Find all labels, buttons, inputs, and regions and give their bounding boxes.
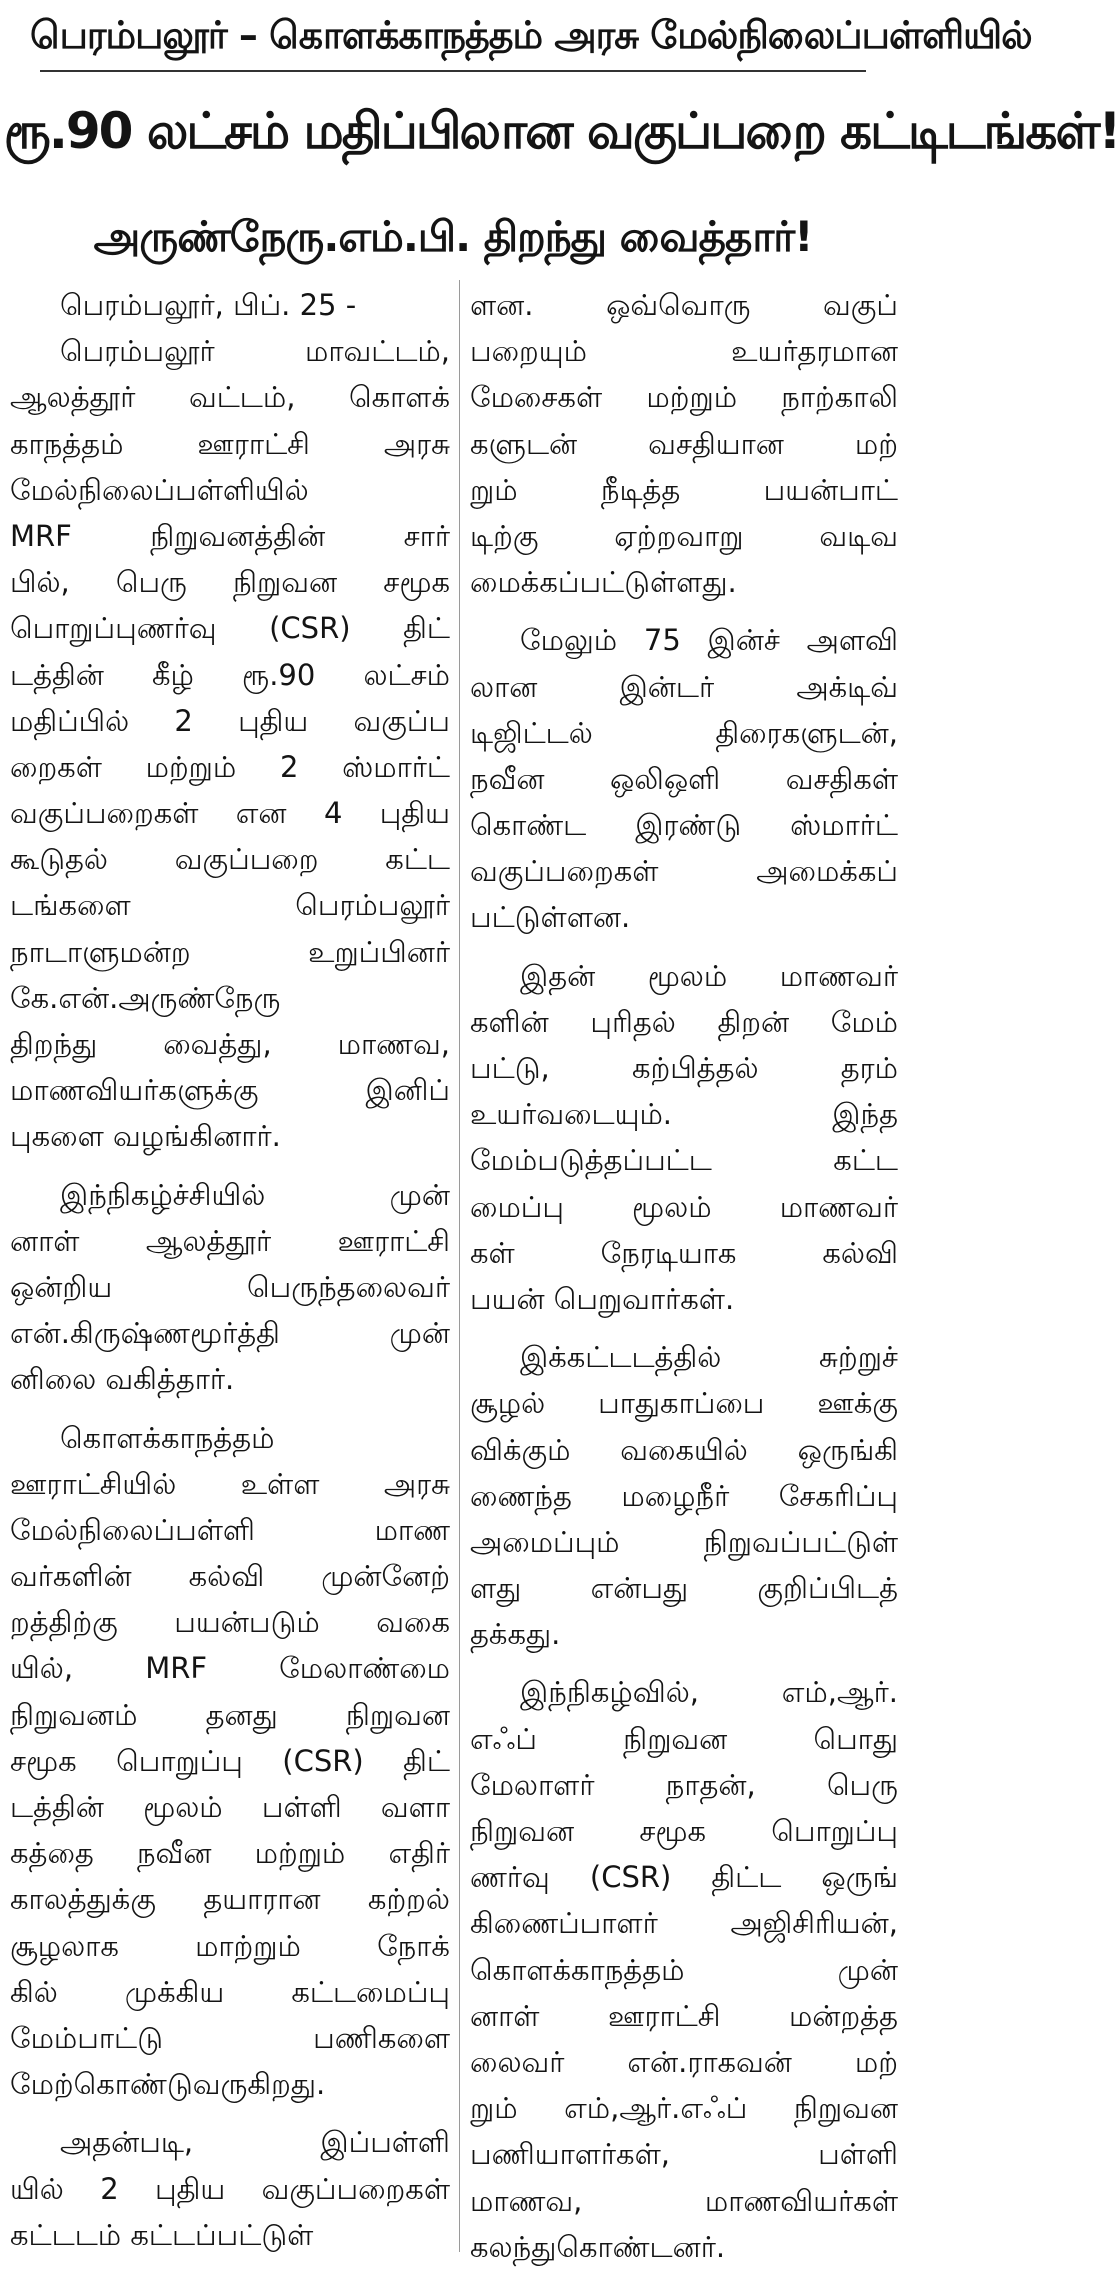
text-line: கூடுதல் வகுப்பறை கட்ட	[10, 842, 450, 877]
text-line: திறந்து வைத்து, மாணவ,	[10, 1027, 450, 1061]
text-line: என்.கிருஷ்ணமூர்த்தி முன்	[10, 1316, 450, 1351]
text-line: ஆலத்தூர் வட்டம், கொளக்	[10, 380, 450, 415]
text-line: காநத்தம் ஊராட்சி அரசு	[10, 426, 450, 461]
text-line: கே.என்.அருண்நேரு	[10, 980, 281, 1015]
text-line: டிற்கு ஏற்றவாறு வடிவ	[470, 518, 898, 553]
text-line: மேல்நிலைப்பள்ளி மாண	[10, 1512, 450, 1547]
column-divider	[459, 280, 460, 2252]
text-line: னாள் ஆலத்தூர் ஊராட்சி	[10, 1223, 450, 1258]
text-line: அமைப்பும் நிறுவப்பட்டுள்	[470, 1524, 898, 1559]
article-paragraph	[470, 1669, 898, 2269]
text-line: பறையும் உயர்தரமான	[470, 334, 898, 369]
article-paragraph	[470, 282, 898, 605]
text-line: னிலை வகித்தார்.	[10, 1362, 235, 1397]
article-paragraph	[470, 617, 898, 940]
text-line: ளது என்பது குறிப்பிடத்	[470, 1571, 898, 1606]
text-line: இந்நிகழ்வில், எம்,ஆர்.	[520, 1675, 898, 1710]
article-paragraph	[10, 2119, 450, 2258]
right-column-paragraphs	[470, 282, 898, 2270]
text-line: லைவர் என்.ராகவன் மற்	[470, 2044, 898, 2079]
article-paragraph	[10, 1172, 450, 1403]
text-line: மேம்படுத்தப்பட்ட கட்ட	[470, 1143, 898, 1178]
text-line: டங்களை பெரம்பலூர்	[10, 888, 450, 923]
text-line: நவீன ஒலிஒளி வசதிகள்	[470, 761, 898, 796]
article-paragraph	[10, 328, 450, 1159]
text-line: மைக்கப்பட்டுள்ளது.	[470, 565, 737, 600]
dateline-paragraph	[10, 282, 450, 328]
text-line: லான இன்டர் அக்டிவ்	[470, 669, 898, 704]
text-line: மாணவியர்களுக்கு இனிப்	[10, 1073, 450, 1108]
text-line: யில் 2 புதிய வகுப்பறைகள்	[10, 2171, 450, 2206]
article-subheadline: அருண்நேரு.எம்.பி. திறந்து வைத்தார்!	[93, 212, 813, 261]
right-column	[470, 282, 898, 2264]
text-line: மைப்பு மூலம் மாணவர்	[470, 1189, 898, 1224]
text-line: கொளக்காநத்தம் முன்	[470, 1952, 898, 1987]
text-line: டத்தின் மூலம் பள்ளி வளா	[10, 1790, 450, 1824]
kicker-rule	[40, 70, 866, 72]
text-line: நாடாளுமன்ற உறுப்பினர்	[10, 934, 450, 969]
dateline: பெரம்பலூர், பிப். 25 -	[60, 288, 357, 322]
text-line: பட்டு, கற்பித்தல் தரம்	[470, 1051, 898, 1085]
text-line: மதிப்பில் 2 புதிய வகுப்ப	[10, 703, 450, 738]
text-line: கொண்ட இரண்டு ஸ்மார்ட்	[470, 808, 898, 843]
left-column-paragraphs	[10, 328, 450, 2258]
text-line: ஒன்றிய பெருந்தலைவர்	[10, 1269, 450, 1304]
text-line: MRF நிறுவனத்தின் சார்	[10, 518, 450, 553]
text-line: உயர்வடையும். இந்த	[470, 1097, 898, 1132]
left-column	[10, 282, 450, 2252]
text-line: வர்களின் கல்வி முன்னேற்	[10, 1559, 450, 1594]
article-kicker: பெரம்பலூர் – கொளக்காநத்தம் அரசு மேல்நிலைப்பள்ளியில்	[30, 13, 1032, 57]
text-line: பெரம்பலூர் மாவட்டம்,	[60, 334, 450, 369]
article-headline: ரூ.90 லட்சம் மதிப்பிலான வகுப்பறை கட்டிடங்கள்!	[4, 102, 1119, 160]
text-line: மேசைகள் மற்றும் நாற்காலி	[470, 380, 898, 415]
text-line: ளன. ஒவ்வொரு வகுப்	[470, 288, 898, 322]
text-line: கட்டடம் கட்டப்பட்டுள்	[10, 2217, 314, 2252]
text-line: கொளக்காநத்தம்	[60, 1420, 275, 1455]
text-line: இக்கட்டடத்தில் சுற்றுச்	[520, 1340, 898, 1375]
text-line: இந்நிகழ்ச்சியில் முன்	[60, 1177, 450, 1212]
text-line: றத்திற்கு பயன்படும் வகை	[10, 1605, 450, 1640]
text-line: டத்தின் கீழ் ரூ.90 லட்சம்	[10, 657, 450, 692]
text-line: கள் நேரடியாக கல்வி	[470, 1235, 898, 1270]
text-line: தக்கது.	[470, 1617, 561, 1652]
text-line: பணியாளர்கள், பள்ளி	[470, 2137, 898, 2172]
text-line: காலத்துக்கு தயாரான கற்றல்	[10, 1882, 450, 1917]
text-line: சமூக பொறுப்பு (CSR) திட்	[10, 1743, 450, 1778]
text-line: இதன் மூலம் மாணவர்	[520, 958, 898, 993]
text-line: புகளை வழங்கினார்.	[10, 1119, 281, 1154]
text-line: நிறுவன சமூக பொறுப்பு	[470, 1814, 898, 1848]
text-line: அதன்படி, இப்பள்ளி	[60, 2125, 450, 2160]
text-line: கிணைப்பாளர் அஜிசிரியன்,	[470, 1906, 898, 1941]
text-line: டிஜிட்டல் திரைகளுடன்,	[470, 715, 898, 750]
text-line: றும் நீடித்த பயன்பாட்	[470, 472, 898, 507]
text-line: பொறுப்புணர்வு (CSR) திட்	[10, 611, 450, 646]
text-line: ஊராட்சியில் உள்ள அரசு	[10, 1466, 450, 1501]
text-line: வகுப்பறைகள் என 4 புதிய	[10, 796, 450, 831]
text-line: களுடன் வசதியான மற்	[470, 426, 898, 461]
text-line: விக்கும் வகையில் ஒருங்கி	[470, 1432, 898, 1467]
text-line: மேலாளர் நாதன், பெரு	[470, 1767, 898, 1802]
text-line: றும் எம்,ஆர்.எஃப் நிறுவன	[470, 2091, 898, 2126]
text-line: வகுப்பறைகள் அமைக்கப்	[470, 854, 898, 889]
text-line: பட்டுள்ளன.	[470, 900, 631, 935]
text-line: சூழல் பாதுகாப்பை ஊக்கு	[470, 1386, 898, 1421]
text-line: மேம்பாட்டு பணிகளை	[10, 2020, 450, 2055]
text-line: மாணவ, மாணவியர்கள்	[470, 2183, 898, 2218]
article-paragraph	[470, 953, 898, 1323]
text-line: ணைந்த மழைநீர் சேகரிப்பு	[470, 1478, 898, 1513]
text-line: மேல்நிலைப்பள்ளியில்	[10, 472, 309, 507]
text-line: கத்தை நவீன மற்றும் எதிர்	[10, 1836, 450, 1871]
text-line: மேலும் 75 இன்ச் அளவி	[520, 623, 898, 658]
text-line: ணர்வு (CSR) திட்ட ஒருங்	[470, 1860, 898, 1895]
text-line: களின் புரிதல் திறன் மேம்	[470, 1004, 898, 1039]
text-line: யில், MRF மேலாண்மை	[10, 1651, 450, 1686]
text-line: சூழலாக மாற்றும் நோக்	[10, 1928, 450, 1963]
article-paragraph	[470, 1334, 898, 1657]
text-line: மேற்கொண்டுவருகிறது.	[10, 2067, 326, 2102]
text-line: றைகள் மற்றும் 2 ஸ்மார்ட்	[10, 749, 450, 784]
text-line: னாள் ஊராட்சி மன்றத்த	[470, 1998, 898, 2033]
text-line: பயன் பெறுவார்கள்.	[470, 1281, 735, 1316]
article-paragraph	[10, 1415, 450, 2108]
text-line: பில், பெரு நிறுவன சமூக	[10, 565, 450, 600]
text-line: நிறுவனம் தனது நிறுவன	[10, 1697, 450, 1732]
text-line: எஃப் நிறுவன பொது	[470, 1721, 898, 1756]
text-line: கலந்துகொண்டனர்.	[470, 2229, 726, 2264]
text-line: கில் முக்கிய கட்டமைப்பு	[10, 1974, 450, 2009]
